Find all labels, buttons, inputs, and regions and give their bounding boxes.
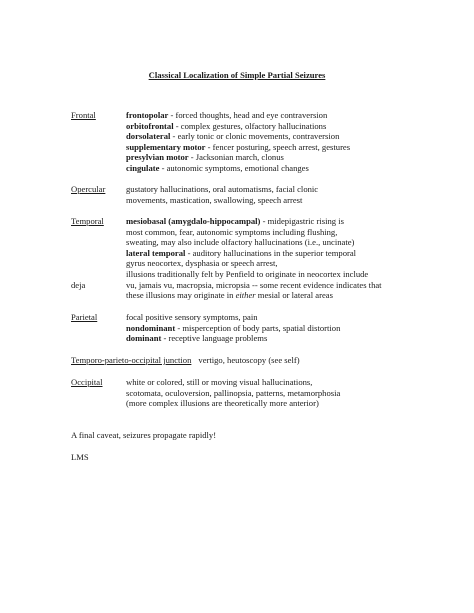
frontal-item	[126, 121, 446, 132]
section-label-parietal: Parietal	[71, 312, 98, 322]
section-label-tpo-junction: Temporo-parieto-occipital junction	[71, 355, 192, 365]
occipital-section	[126, 377, 446, 409]
temporal-last-line-start: these illusions may originate in	[126, 290, 236, 301]
term-presylvian-motor: presylvian motor	[126, 152, 189, 163]
temporal-line: sweating, may also include olfactory hallucinations (i.e., uncinate)	[126, 237, 355, 248]
temporal-line	[126, 290, 446, 301]
parietal-line	[126, 323, 446, 334]
desc-lateral-temporal: - auditory hallucinations in the superior temporal	[185, 247, 357, 258]
section-label-opercular: Opercular	[71, 184, 106, 194]
temporal-line	[126, 216, 446, 227]
temporal-line: illusions traditionally felt by Penfield to originate in neocortex include	[126, 268, 369, 279]
desc-cingulate: - autonomic symptoms, emotional changes	[159, 162, 309, 173]
section-label-frontal: Frontal	[71, 110, 96, 120]
temporal-side-note: deja	[71, 280, 86, 290]
term-dominant: dominant	[126, 333, 162, 344]
desc-dominant: - receptive language problems	[161, 333, 268, 344]
parietal-line	[126, 333, 446, 344]
temporal-section	[126, 216, 446, 301]
desc-frontopolar: - forced thoughts, head and eye contraversion	[168, 110, 328, 120]
frontal-item	[126, 142, 446, 153]
desc-mesiobasal: - midepigastric rising is	[260, 216, 344, 226]
desc-dorsolateral: - early tonic or clonic movements, contraversion	[170, 131, 340, 142]
frontal-item	[126, 163, 446, 174]
section-label-occipital: Occipital	[71, 377, 103, 387]
parietal-section	[126, 312, 446, 344]
document-title: Classical Localization of Simple Partial Seizures	[148, 70, 326, 80]
frontal-item	[126, 131, 446, 142]
author-initials: LMS	[71, 452, 89, 462]
closing-caveat: A final caveat, seizures propagate rapidly!	[71, 430, 217, 440]
temporal-line: vu, jamais vu, macropsia, micropsia -- some recent evidence indicates that	[126, 279, 382, 290]
frontal-item	[126, 110, 446, 121]
temporal-line: most common, fear, autonomic symptoms including flushing,	[126, 226, 338, 237]
tpo-junction-row	[71, 355, 300, 366]
term-supplementary-motor: supplementary motor	[126, 141, 206, 152]
term-orbitofrontal: orbitofrontal	[126, 120, 174, 131]
temporal-line	[126, 248, 446, 259]
section-label-temporal: Temporal	[71, 216, 104, 226]
frontal-item	[126, 152, 446, 163]
desc-orbitofrontal: - complex gestures, olfactory hallucinations	[173, 120, 327, 131]
desc-nondominant: - misperception of body parts, spatial distortion	[175, 322, 341, 333]
temporal-line: gyrus neocortex, dysphasia or speech arrest,	[126, 258, 278, 269]
term-cingulate: cingulate	[126, 162, 160, 173]
term-lateral-temporal: lateral temporal	[126, 247, 186, 258]
occipital-line: scotomata, oculoversion, pallinopsia, patterns, metamorphosia	[126, 387, 341, 398]
term-frontopolar: frontopolar	[126, 110, 169, 120]
desc-presylvian-motor: - Jacksonian march, clonus	[188, 152, 284, 163]
term-nondominant: nondominant	[126, 322, 176, 333]
temporal-emphasis: either	[235, 290, 256, 301]
term-dorsolateral: dorsolateral	[126, 131, 171, 142]
frontal-section	[126, 110, 446, 174]
term-mesiobasal: mesiobasal (amygdalo-hippocampal)	[126, 216, 261, 226]
occipital-line: (more complex illusions are theoretically more anterior)	[126, 398, 319, 409]
parietal-line: focal positive sensory symptoms, pain	[126, 312, 258, 322]
temporal-last-line-end: mesial or lateral areas	[255, 290, 333, 301]
opercular-line: gustatory hallucinations, oral automatisms, facial clonic	[126, 184, 319, 194]
opercular-line: movements, mastication, swallowing, speech arrest	[126, 194, 303, 205]
desc-supplementary-motor: - fencer posturing, speech arrest, gestures	[205, 141, 351, 152]
tpo-junction-text: vertigo, heutoscopy (see self)	[198, 355, 300, 365]
occipital-line: white or colored, still or moving visual hallucinations,	[126, 377, 313, 387]
opercular-section	[126, 184, 446, 205]
